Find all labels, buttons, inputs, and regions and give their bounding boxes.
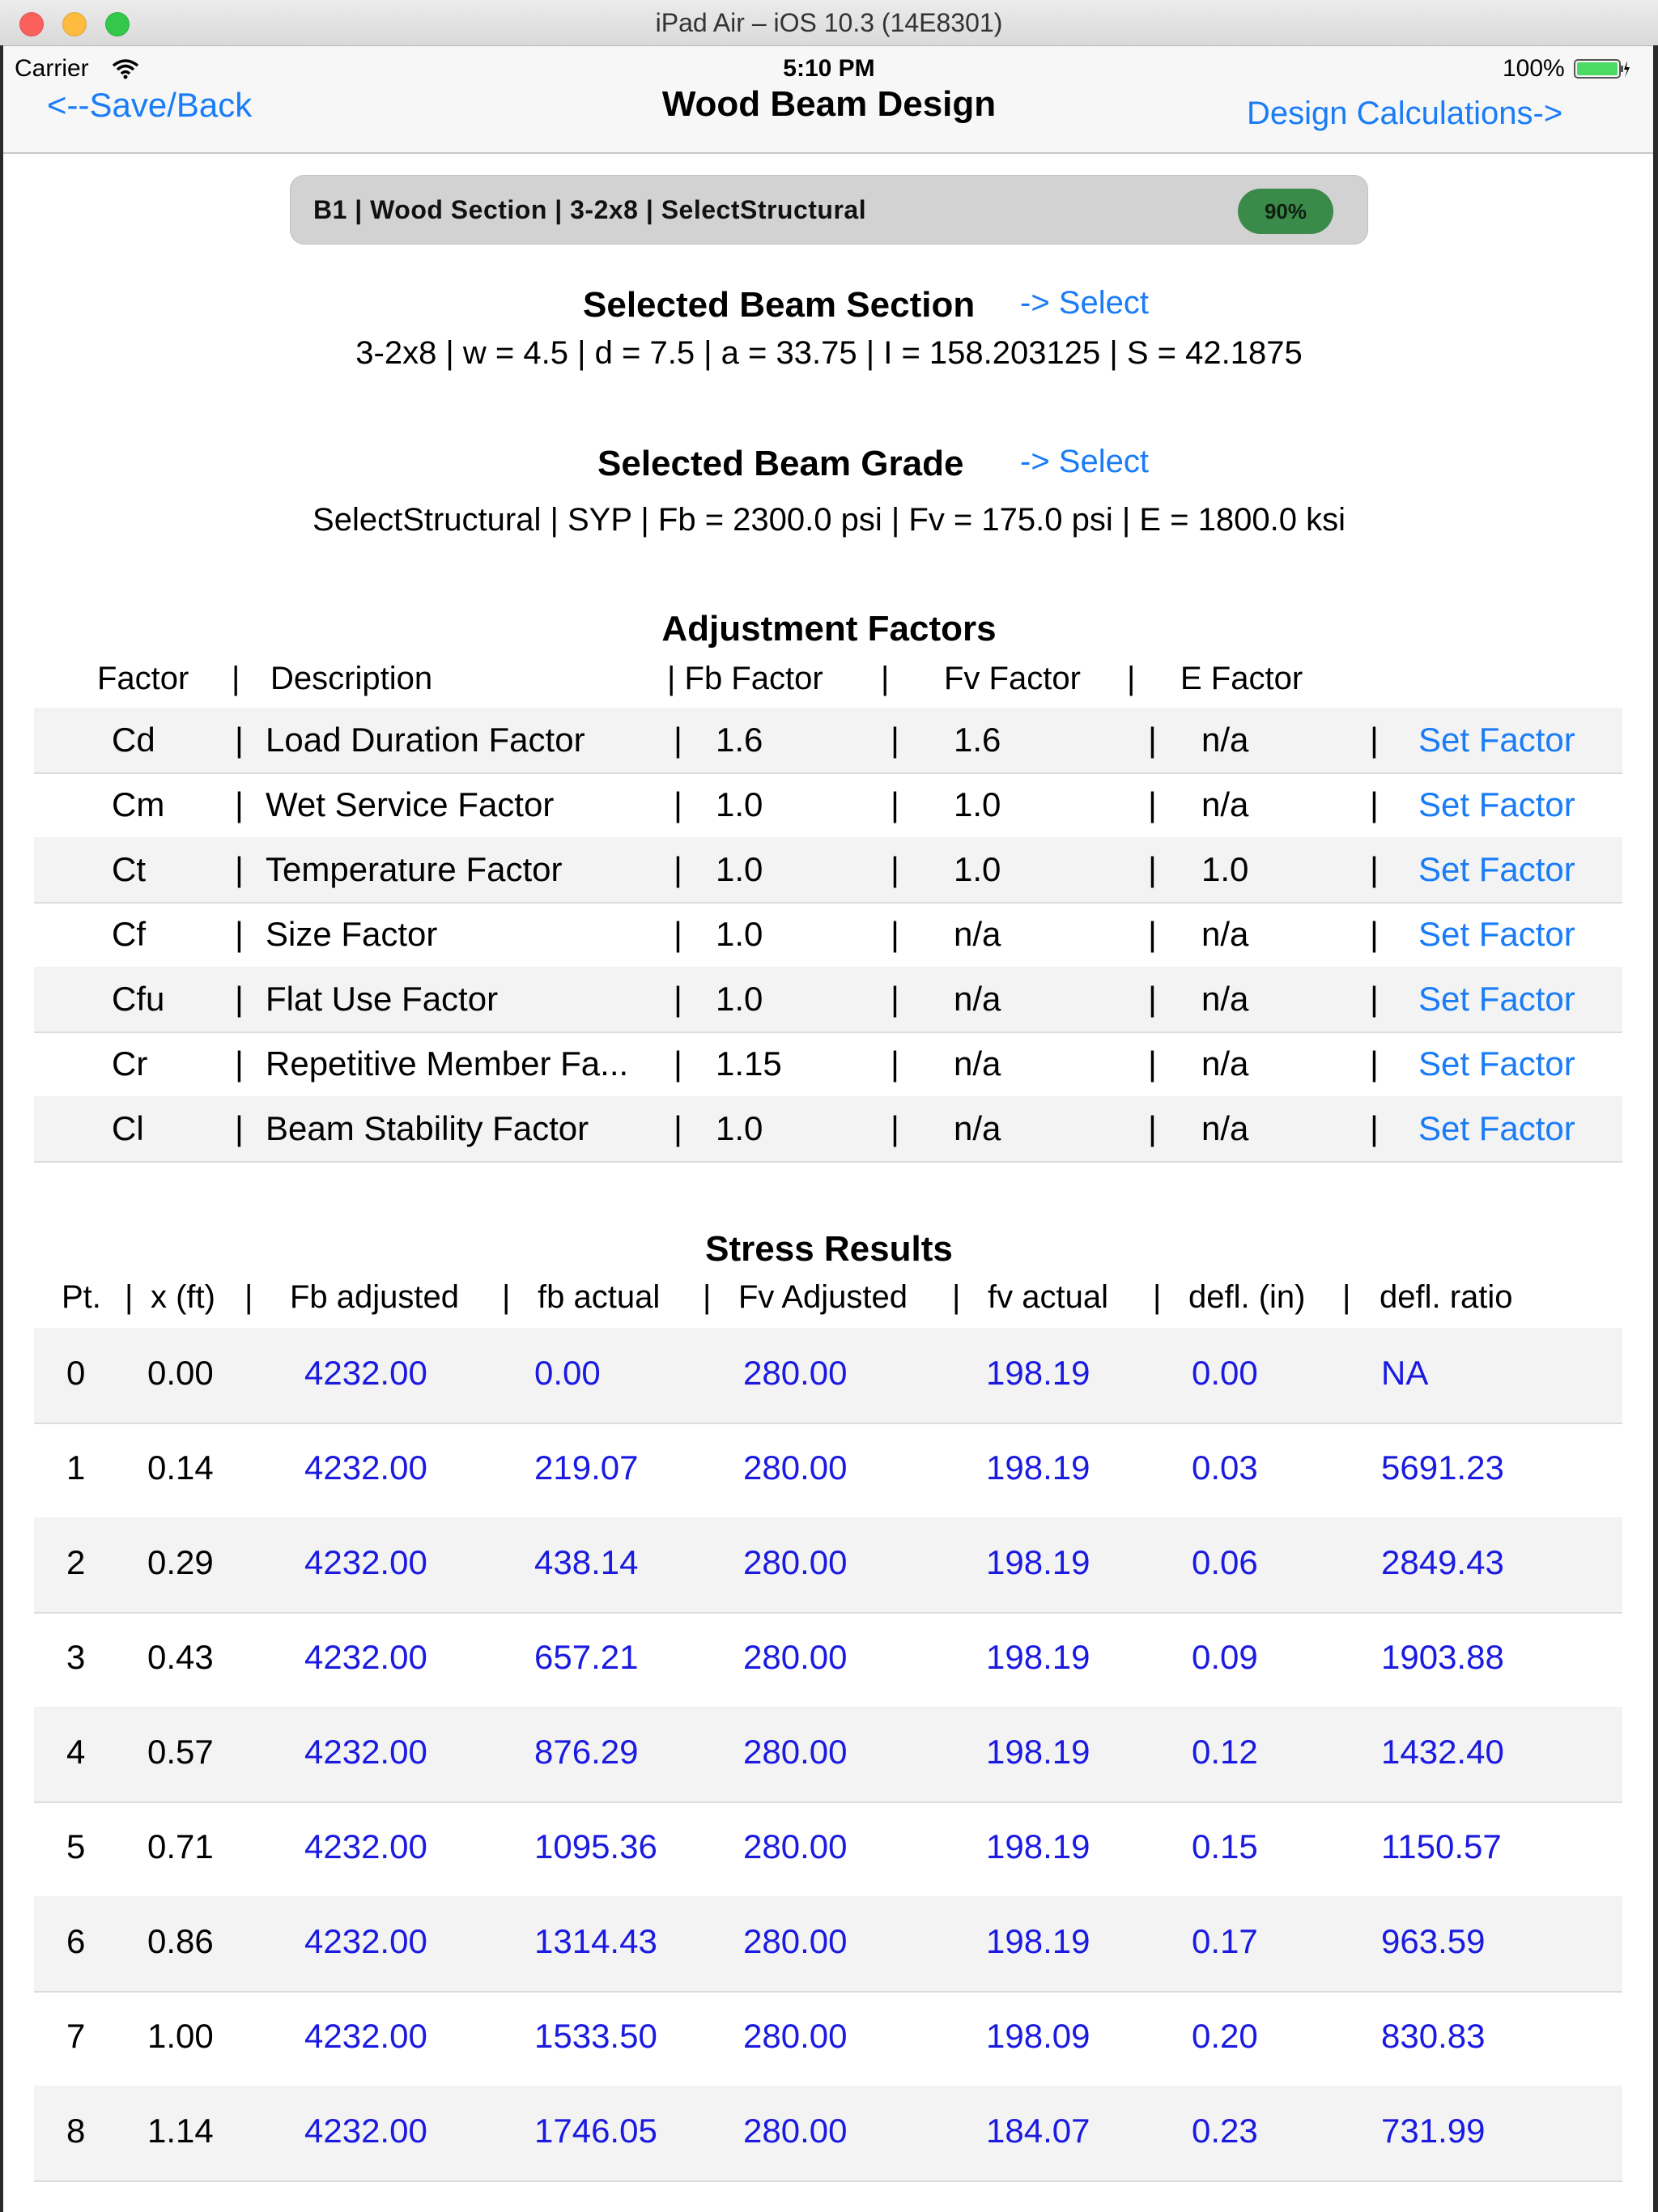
e-factor-value: n/a — [1201, 915, 1249, 953]
column-separator: | — [1370, 980, 1379, 1018]
design-calculations-button[interactable]: Design Calculations-> — [1247, 96, 1563, 131]
column-separator: | — [1370, 785, 1379, 823]
stress-result-row[interactable] — [34, 1991, 1622, 2087]
x-position: 1.00 — [147, 2017, 214, 2055]
point-index: 4 — [66, 1733, 86, 1771]
column-separator: | — [1148, 1109, 1157, 1147]
select-beam-section-link[interactable]: -> Select — [1020, 285, 1149, 321]
fb-actual-value: 438.14 — [534, 1543, 639, 1581]
x-position: 0.43 — [147, 1638, 214, 1676]
fb-adjusted-value: 4232.00 — [304, 1922, 427, 1960]
column-separator: | — [881, 661, 890, 696]
column-separator: | — [244, 1279, 253, 1315]
column-separator: | — [674, 1109, 682, 1147]
factor-description: Temperature Factor — [266, 850, 563, 888]
e-factor-value: 1.0 — [1201, 850, 1249, 888]
column-separator: | — [1342, 1279, 1351, 1315]
window-title: iPad Air – iOS 10.3 (14E8301) — [655, 8, 1003, 37]
e-factor-value: n/a — [1201, 1044, 1249, 1083]
column-separator: | — [235, 980, 244, 1018]
fb-factor-value: 1.0 — [716, 915, 763, 953]
column-header: Description — [270, 661, 433, 696]
deflection-ratio-value: 830.83 — [1381, 2017, 1486, 2055]
column-separator: | — [235, 850, 244, 888]
fb-factor-value: 1.0 — [716, 785, 763, 823]
stress-result-row[interactable] — [34, 1802, 1622, 1898]
column-header: x (ft) — [151, 1279, 215, 1315]
point-index: 8 — [66, 2112, 86, 2150]
fv-factor-value: n/a — [954, 1044, 1001, 1083]
factor-description: Flat Use Factor — [266, 980, 499, 1018]
factor-description: Wet Service Factor — [266, 785, 555, 823]
beam-section-heading: Selected Beam Section — [583, 285, 976, 325]
column-separator: | — [891, 915, 899, 953]
set-factor-button[interactable]: Set Factor — [1418, 1044, 1575, 1083]
factor-description: Beam Stability Factor — [266, 1109, 589, 1147]
x-position: 0.29 — [147, 1543, 214, 1581]
x-position: 1.14 — [147, 2112, 214, 2150]
deflection-ratio-value: 731.99 — [1381, 2112, 1486, 2150]
factor-code: Cl — [112, 1109, 144, 1147]
fv-actual-value: 198.19 — [986, 1922, 1090, 1960]
fv-adjusted-value: 280.00 — [743, 1733, 848, 1771]
fb-actual-value: 657.21 — [534, 1638, 639, 1676]
column-separator: | — [891, 1044, 899, 1083]
adjustment-factor-row — [34, 902, 1622, 968]
fv-factor-value: n/a — [954, 1109, 1001, 1147]
column-separator: | — [674, 721, 682, 759]
fb-adjusted-value: 4232.00 — [304, 1354, 427, 1392]
x-position: 0.71 — [147, 1827, 214, 1865]
column-header: Factor — [97, 661, 189, 696]
fv-actual-value: 198.19 — [986, 1733, 1090, 1771]
fb-actual-value: 1314.43 — [534, 1922, 657, 1960]
fb-actual-value: 0.00 — [534, 1354, 601, 1392]
factor-description: Load Duration Factor — [266, 721, 585, 759]
column-separator: | — [1370, 721, 1379, 759]
factor-code: Cf — [112, 915, 146, 953]
fb-adjusted-value: 4232.00 — [304, 2112, 427, 2150]
column-header: Fv Factor — [944, 661, 1081, 696]
fb-adjusted-value: 4232.00 — [304, 1448, 427, 1487]
column-separator: | — [1370, 850, 1379, 888]
set-factor-button[interactable]: Set Factor — [1418, 1109, 1575, 1147]
fv-adjusted-value: 280.00 — [743, 1354, 848, 1392]
beam-grade-heading: Selected Beam Grade — [597, 444, 964, 483]
column-separator: | — [1148, 785, 1157, 823]
save-back-button[interactable]: <--Save/Back — [47, 86, 253, 124]
column-separator: | — [502, 1279, 511, 1315]
fb-actual-value: 1095.36 — [534, 1827, 657, 1865]
stress-result-row[interactable] — [34, 1423, 1622, 1519]
battery-icon — [1574, 58, 1630, 79]
x-position: 0.86 — [147, 1922, 214, 1960]
fb-actual-value: 1746.05 — [534, 2112, 657, 2150]
deflection-value: 0.20 — [1192, 2017, 1258, 2055]
point-index: 1 — [66, 1448, 86, 1487]
point-index: 0 — [66, 1354, 86, 1392]
fb-adjusted-value: 4232.00 — [304, 1543, 427, 1581]
factor-code: Cd — [112, 721, 155, 759]
point-index: 2 — [66, 1543, 86, 1581]
column-separator: | — [1148, 980, 1157, 1018]
adjustment-factor-row — [34, 772, 1622, 839]
stress-result-row[interactable] — [34, 1896, 1622, 1993]
fv-factor-value: 1.6 — [954, 721, 1001, 759]
column-separator: | — [235, 1044, 244, 1083]
fb-adjusted-value: 4232.00 — [304, 2017, 427, 2055]
simulator-title-bar — [0, 0, 1658, 46]
fb-factor-value: 1.6 — [716, 721, 763, 759]
column-separator: | — [1148, 721, 1157, 759]
fv-adjusted-value: 280.00 — [743, 1543, 848, 1581]
column-header: | Fb Factor — [667, 661, 823, 696]
column-separator: | — [235, 785, 244, 823]
fv-actual-value: 198.19 — [986, 1638, 1090, 1676]
point-index: 7 — [66, 2017, 86, 2055]
column-separator: | — [235, 721, 244, 759]
adjustment-factor-row — [34, 1032, 1622, 1098]
fb-adjusted-value: 4232.00 — [304, 1733, 427, 1771]
fv-adjusted-value: 280.00 — [743, 1827, 848, 1865]
fb-adjusted-value: 4232.00 — [304, 1827, 427, 1865]
stress-result-row[interactable] — [34, 1707, 1622, 1803]
deflection-ratio-value: 1150.57 — [1381, 1827, 1502, 1865]
column-separator: | — [891, 785, 899, 823]
fv-actual-value: 198.19 — [986, 1448, 1090, 1487]
column-separator: | — [235, 1109, 244, 1147]
fv-factor-value: 1.0 — [954, 850, 1001, 888]
carrier-label: Carrier — [15, 55, 89, 82]
deflection-ratio-value: 963.59 — [1381, 1922, 1486, 1960]
stress-result-row[interactable] — [34, 1328, 1622, 1424]
e-factor-value: n/a — [1201, 785, 1249, 823]
fb-adjusted-value: 4232.00 — [304, 1638, 427, 1676]
beam-summary-bar[interactable] — [290, 175, 1368, 245]
column-header: defl. (in) — [1188, 1279, 1306, 1315]
fv-actual-value: 198.19 — [986, 1543, 1090, 1581]
column-separator: | — [1370, 1109, 1379, 1147]
deflection-value: 0.09 — [1192, 1638, 1258, 1676]
fv-factor-value: n/a — [954, 980, 1001, 1018]
deflection-value: 0.17 — [1192, 1922, 1258, 1960]
deflection-value: 0.06 — [1192, 1543, 1258, 1581]
fv-adjusted-value: 280.00 — [743, 1922, 848, 1960]
adjustment-factor-row — [34, 708, 1622, 774]
deflection-ratio-value: 5691.23 — [1381, 1448, 1504, 1487]
adjustment-factor-row — [34, 1096, 1622, 1163]
fb-factor-value: 1.0 — [716, 850, 763, 888]
point-index: 5 — [66, 1827, 86, 1865]
fb-actual-value: 1533.50 — [534, 2017, 657, 2055]
point-index: 3 — [66, 1638, 86, 1676]
column-separator: | — [891, 850, 899, 888]
set-factor-button[interactable]: Set Factor — [1418, 915, 1575, 953]
point-index: 6 — [66, 1922, 86, 1960]
column-header: defl. ratio — [1380, 1279, 1513, 1315]
column-separator: | — [232, 661, 240, 696]
fv-factor-value: 1.0 — [954, 785, 1001, 823]
e-factor-value: n/a — [1201, 980, 1249, 1018]
column-header: fb actual — [538, 1279, 661, 1315]
fb-factor-value: 1.0 — [716, 1109, 763, 1147]
fv-actual-value: 198.09 — [986, 2017, 1090, 2055]
column-header: fv actual — [988, 1279, 1108, 1315]
status-time: 5:10 PM — [783, 55, 875, 82]
deflection-ratio-value: 1432.40 — [1381, 1733, 1504, 1771]
column-separator: | — [1153, 1279, 1162, 1315]
column-separator: | — [703, 1279, 712, 1315]
select-beam-grade-link[interactable]: -> Select — [1020, 444, 1149, 479]
e-factor-value: n/a — [1201, 721, 1249, 759]
column-separator: | — [891, 721, 899, 759]
x-position: 0.00 — [147, 1354, 214, 1392]
column-separator: | — [1127, 661, 1136, 696]
x-position: 0.57 — [147, 1733, 214, 1771]
beam-summary-text: B1 | Wood Section | 3-2x8 | SelectStructural — [313, 195, 867, 224]
factor-code: Cm — [112, 785, 165, 823]
fv-adjusted-value: 280.00 — [743, 1448, 848, 1487]
fv-actual-value: 198.19 — [986, 1827, 1090, 1865]
fv-adjusted-value: 280.00 — [743, 2112, 848, 2150]
column-separator: | — [891, 1109, 899, 1147]
column-separator: | — [674, 785, 682, 823]
deflection-value: 0.00 — [1192, 1354, 1258, 1392]
deflection-value: 0.23 — [1192, 2112, 1258, 2150]
set-factor-button[interactable]: Set Factor — [1418, 785, 1575, 823]
factor-description: Size Factor — [266, 915, 438, 953]
stress-result-row[interactable] — [34, 1517, 1622, 1614]
factor-code: Cr — [112, 1044, 148, 1083]
factor-code: Ct — [112, 850, 146, 888]
fb-actual-value: 876.29 — [534, 1733, 639, 1771]
column-separator: | — [235, 915, 244, 953]
column-separator: | — [674, 980, 682, 1018]
deflection-value: 0.03 — [1192, 1448, 1258, 1487]
stress-result-row[interactable] — [34, 2086, 1622, 2182]
set-factor-button[interactable]: Set Factor — [1418, 721, 1575, 759]
deflection-value: 0.12 — [1192, 1733, 1258, 1771]
set-factor-button[interactable]: Set Factor — [1418, 980, 1575, 1018]
adjustment-factors-heading: Adjustment Factors — [661, 609, 997, 649]
beam-grade-details: SelectStructural | SYP | Fb = 2300.0 psi | Fv = 175.0 psi | E = 1800.0 ksi — [312, 502, 1346, 538]
fv-adjusted-value: 280.00 — [743, 1638, 848, 1676]
column-separator: | — [1148, 850, 1157, 888]
deflection-value: 0.15 — [1192, 1827, 1258, 1865]
stress-result-row[interactable] — [34, 1612, 1622, 1708]
fv-adjusted-value: 280.00 — [743, 2017, 848, 2055]
x-position: 0.14 — [147, 1448, 214, 1487]
column-separator: | — [674, 850, 682, 888]
column-separator: | — [125, 1279, 134, 1315]
factor-description: Repetitive Member Fa... — [266, 1044, 629, 1083]
column-separator: | — [891, 980, 899, 1018]
fv-actual-value: 184.07 — [986, 2112, 1090, 2150]
column-header: Fb adjusted — [290, 1279, 460, 1315]
fb-factor-value: 1.15 — [716, 1044, 782, 1083]
page-title: Wood Beam Design — [661, 84, 997, 124]
adjustment-factor-row — [34, 837, 1622, 904]
column-separator: | — [952, 1279, 961, 1315]
column-separator: | — [1148, 915, 1157, 953]
deflection-ratio-value: 2849.43 — [1381, 1543, 1504, 1581]
battery-percentage: 100% — [1503, 55, 1565, 82]
fv-factor-value: n/a — [954, 915, 1001, 953]
column-separator: | — [674, 915, 682, 953]
fb-actual-value: 219.07 — [534, 1448, 639, 1487]
column-separator: | — [1370, 1044, 1379, 1083]
beam-section-details: 3-2x8 | w = 4.5 | d = 7.5 | a = 33.75 | I = 158.203125 | S = 42.1875 — [355, 335, 1303, 371]
utilization-badge: 90% — [1238, 189, 1333, 234]
deflection-ratio-value: NA — [1381, 1354, 1429, 1392]
adjustment-factor-row — [34, 967, 1622, 1033]
column-header: E Factor — [1180, 661, 1303, 696]
stress-results-heading: Stress Results — [705, 1229, 953, 1269]
fb-factor-value: 1.0 — [716, 980, 763, 1018]
column-header: Fv Adjusted — [738, 1279, 908, 1315]
column-separator: | — [674, 1044, 682, 1083]
set-factor-button[interactable]: Set Factor — [1418, 850, 1575, 888]
factor-code: Cfu — [112, 980, 165, 1018]
column-separator: | — [1148, 1044, 1157, 1083]
fv-actual-value: 198.19 — [986, 1354, 1090, 1392]
column-separator: | — [1370, 915, 1379, 953]
e-factor-value: n/a — [1201, 1109, 1249, 1147]
column-header: Pt. — [62, 1279, 101, 1315]
deflection-ratio-value: 1903.88 — [1381, 1638, 1504, 1676]
